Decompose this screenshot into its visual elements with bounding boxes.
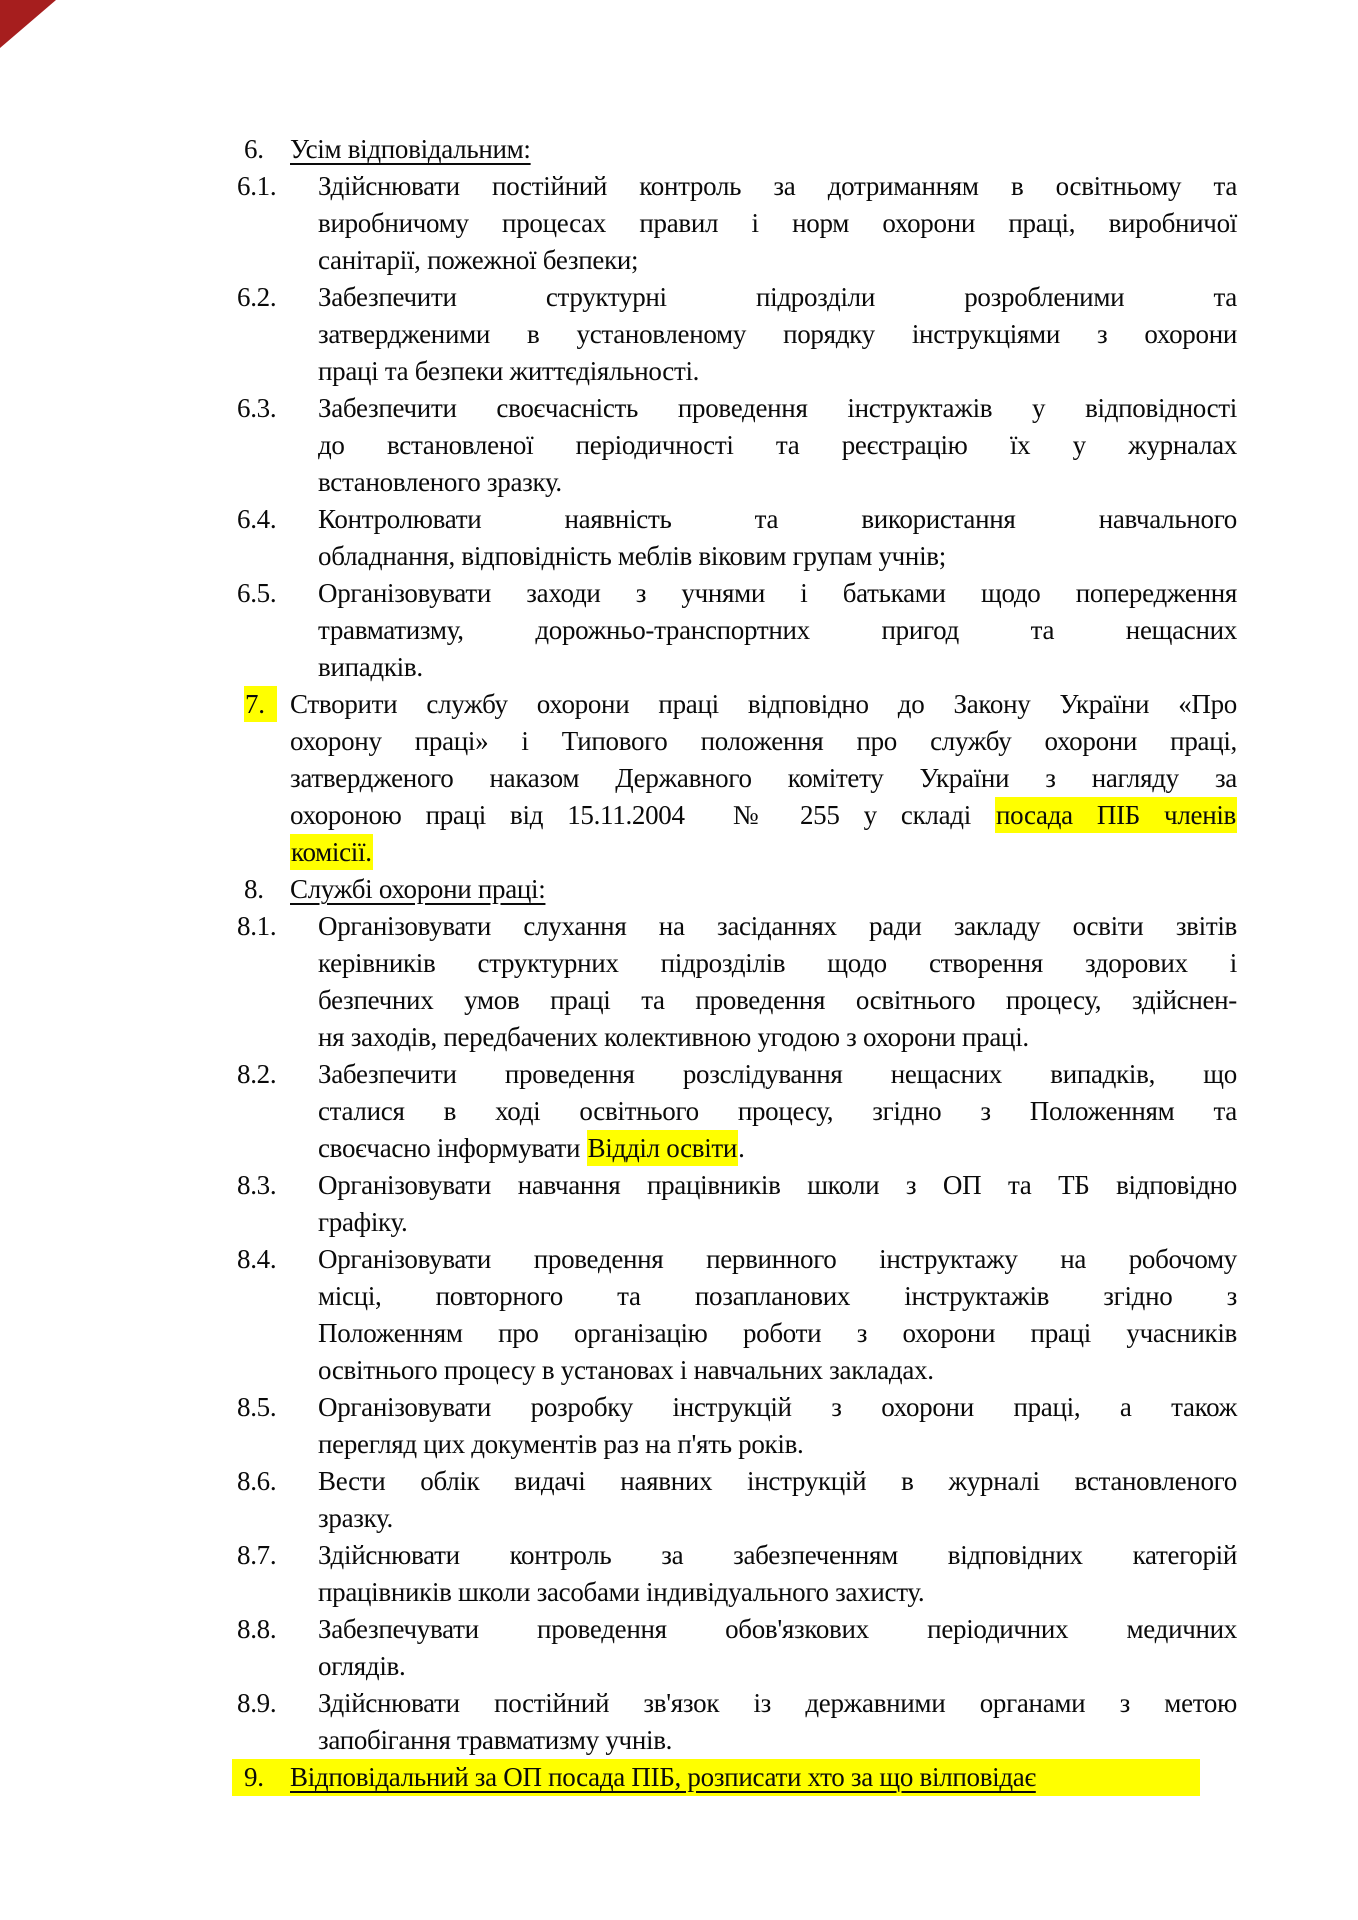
item-number	[232, 279, 318, 316]
item-body	[318, 575, 1237, 686]
highlighted-text: комісії.	[290, 834, 373, 870]
item-number	[232, 1056, 318, 1093]
item-number-text: 8.	[244, 874, 264, 904]
item-number	[232, 871, 290, 908]
list-item-8-6	[232, 1463, 1237, 1537]
item-line	[290, 834, 1237, 871]
item-body	[318, 168, 1237, 279]
text-segment: .	[738, 1133, 745, 1163]
list-item-8	[232, 871, 1237, 908]
item-line	[318, 908, 1237, 945]
text-segment: виробничому процесах правил і норм охорони праці, виробничої	[318, 208, 1237, 238]
item-line	[290, 723, 1237, 760]
text-segment: Забезпечувати проведення обов'язкових періодичних медичних	[318, 1614, 1237, 1644]
item-number	[232, 1611, 318, 1648]
item-number	[232, 501, 318, 538]
item-number	[232, 1167, 318, 1204]
item-body	[290, 1759, 1200, 1796]
item-line	[318, 1463, 1237, 1500]
item-number-text: 6.5.	[237, 578, 277, 608]
list-item-6-4	[232, 501, 1237, 575]
item-body	[290, 131, 1237, 168]
item-body	[318, 1537, 1237, 1611]
item-line	[318, 982, 1237, 1019]
text-segment: Організовувати проведення первинного інструктажу на робочому	[318, 1244, 1237, 1274]
item-body	[318, 1056, 1237, 1167]
item-line	[290, 760, 1237, 797]
text-segment: Здійснювати постійний зв'язок із державними органами з метою	[318, 1688, 1237, 1718]
text-segment: зразку.	[318, 1503, 393, 1533]
item-line	[318, 390, 1237, 427]
item-line	[318, 205, 1237, 242]
text-segment: Організовувати навчання працівників школи з ОП та ТБ відповідно	[318, 1170, 1237, 1200]
item-line	[318, 538, 1237, 575]
list-item-7	[232, 686, 1237, 871]
item-number	[232, 1685, 318, 1722]
text-segment: Створити службу охорони праці відповідно до Закону України «Про	[290, 689, 1237, 719]
item-line	[318, 1574, 1237, 1611]
list-item-8-3	[232, 1167, 1237, 1241]
item-line	[318, 1500, 1237, 1537]
item-line	[318, 1611, 1237, 1648]
text-segment: Забезпечити структурні підрозділи розробленими та	[318, 282, 1237, 312]
underlined-text: Відповідальний за ОП посада ПІБ, розписати хто за що вілповідає	[290, 1762, 1036, 1792]
text-segment: Положенням про організацію роботи з охорони праці учасників	[318, 1318, 1237, 1348]
text-segment: Забезпечити проведення розслідування нещасних випадків, що	[318, 1059, 1237, 1089]
text-segment: Здійснювати контроль за забезпеченням відповідних категорій	[318, 1540, 1237, 1570]
item-line	[318, 501, 1237, 538]
list-item-8-7	[232, 1537, 1237, 1611]
text-segment: працівників школи засобами індивідуального захисту.	[318, 1577, 925, 1607]
item-line	[318, 1648, 1237, 1685]
item-line	[318, 1315, 1237, 1352]
item-number	[232, 1463, 318, 1500]
list-item-8-4	[232, 1241, 1237, 1389]
item-line	[318, 1093, 1237, 1130]
text-segment: Організовувати слухання на засіданнях ради закладу освіти звітів	[318, 911, 1237, 941]
text-segment: оглядів.	[318, 1651, 406, 1681]
underlined-text: Усім відповідальним:	[290, 134, 531, 164]
item-line	[290, 1759, 1200, 1796]
item-number-text: 8.3.	[237, 1170, 277, 1200]
text-segment: перегляд цих документів раз на п'ять років.	[318, 1429, 804, 1459]
item-line	[318, 1352, 1237, 1389]
item-number	[232, 1537, 318, 1574]
text-segment: запобігання травматизму учнів.	[318, 1725, 673, 1755]
list-item-6	[232, 131, 1237, 168]
red-corner-marker	[0, 0, 56, 48]
list-item-6-3	[232, 390, 1237, 501]
highlighted-item-number: 7.	[244, 686, 277, 722]
item-body	[318, 908, 1237, 1056]
text-segment: санітарії, пожежної безпеки;	[318, 245, 639, 275]
item-line	[318, 279, 1237, 316]
item-number-text: 8.2.	[237, 1059, 277, 1089]
text-segment: Забезпечити своєчасність проведення інструктажів у відповідності	[318, 393, 1237, 423]
item-line	[318, 242, 1237, 279]
text-segment: графіку.	[318, 1207, 408, 1237]
item-line	[318, 464, 1237, 501]
item-body	[318, 279, 1237, 390]
item-number-text: 6.4.	[237, 504, 277, 534]
text-segment: освітнього процесу в установах і навчальних закладах.	[318, 1355, 934, 1385]
item-line	[318, 1389, 1237, 1426]
item-line	[290, 131, 1237, 168]
text-segment: ня заходів, передбачених колективною угодою з охорони праці.	[318, 1022, 1029, 1052]
item-number-text: 8.4.	[237, 1244, 277, 1274]
item-body	[318, 1685, 1237, 1759]
item-line	[318, 1685, 1237, 1722]
text-segment: Вести облік видачі наявних інструкцій в журналі встановленого	[318, 1466, 1237, 1496]
text-segment: місці, повторного та позапланових інструктажів згідно з	[318, 1281, 1237, 1311]
text-segment: керівників структурних підрозділів щодо створення здорових і	[318, 948, 1237, 978]
item-number	[232, 686, 290, 723]
item-number	[232, 908, 318, 945]
item-number	[232, 575, 318, 612]
text-segment: затвердженими в установленому порядку інструкціями з охорони	[318, 319, 1237, 349]
underlined-text: Службі охорони праці:	[290, 874, 546, 904]
list-item-8-8	[232, 1611, 1237, 1685]
item-line	[318, 1204, 1237, 1241]
item-body	[290, 871, 1237, 908]
item-number-text: 8.7.	[237, 1540, 277, 1570]
item-line	[318, 945, 1237, 982]
text-segment: охорону праці» і Типового положення про службу охорони праці,	[290, 726, 1237, 756]
item-number	[232, 168, 318, 205]
text-segment: охороною праці від 15.11.2004 № 255 у складі	[290, 800, 995, 830]
item-number-text: 6.3.	[237, 393, 277, 423]
item-number-text: 6.	[244, 134, 264, 164]
item-line	[318, 1722, 1237, 1759]
text-segment: обладнання, відповідність меблів віковим групам учнів;	[318, 541, 946, 571]
item-number-text: 9.	[244, 1762, 264, 1792]
item-body	[318, 1389, 1237, 1463]
item-number-text: 8.6.	[237, 1466, 277, 1496]
text-segment: сталися в ході освітнього процесу, згідно з Положенням та	[318, 1096, 1237, 1126]
text-segment: своєчасно інформувати	[318, 1133, 587, 1163]
text-segment: праці та безпеки життєдіяльності.	[318, 356, 700, 386]
item-number-text: 6.2.	[237, 282, 277, 312]
list-item-8-1	[232, 908, 1237, 1056]
item-number-text: 8.8.	[237, 1614, 277, 1644]
item-line	[318, 612, 1237, 649]
list-item-6-2	[232, 279, 1237, 390]
item-number	[232, 1759, 290, 1796]
text-segment: встановленого зразку.	[318, 467, 562, 497]
item-body	[318, 1463, 1237, 1537]
item-number	[232, 131, 290, 168]
item-body	[318, 501, 1237, 575]
text-segment: Організовувати розробку інструкцій з охорони праці, а також	[318, 1392, 1237, 1422]
item-line	[318, 168, 1237, 205]
text-segment: травматизму, дорожньо-транспортних пригод та нещасних	[318, 615, 1237, 645]
item-line	[318, 1019, 1237, 1056]
item-number-text: 8.5.	[237, 1392, 277, 1422]
item-number-text: 8.9.	[237, 1688, 277, 1718]
item-line	[318, 575, 1237, 612]
item-body	[318, 1241, 1237, 1389]
item-line	[318, 1167, 1237, 1204]
item-line	[318, 1278, 1237, 1315]
item-number	[232, 1389, 318, 1426]
item-line	[318, 1056, 1237, 1093]
item-line	[318, 1130, 1237, 1167]
item-line	[290, 871, 1237, 908]
list-item-6-1	[232, 168, 1237, 279]
item-body	[290, 686, 1237, 871]
item-number-text: 6.1.	[237, 171, 277, 201]
item-body	[318, 1167, 1237, 1241]
text-segment: випадків.	[318, 652, 423, 682]
document-body	[232, 131, 1237, 1796]
item-line	[318, 649, 1237, 686]
list-item-9	[232, 1759, 1200, 1796]
highlighted-text: посада ПІБ членів	[995, 797, 1237, 833]
item-line	[318, 427, 1237, 464]
item-body	[318, 1611, 1237, 1685]
text-segment: затвердженого наказом Державного комітету України з нагляду за	[290, 763, 1237, 793]
text-segment: Здійснювати постійний контроль за дотриманням в освітньому та	[318, 171, 1237, 201]
item-line	[290, 686, 1237, 723]
item-line	[290, 797, 1237, 834]
list-item-8-5	[232, 1389, 1237, 1463]
list-item-8-9	[232, 1685, 1237, 1759]
item-number	[232, 1241, 318, 1278]
text-segment: Контролювати наявність та використання навчального	[318, 504, 1237, 534]
item-number	[232, 390, 318, 427]
item-line	[318, 1241, 1237, 1278]
item-line	[318, 353, 1237, 390]
item-line	[318, 1426, 1237, 1463]
item-body	[318, 390, 1237, 501]
text-segment: безпечних умов праці та проведення освітнього процесу, здійснен-	[318, 985, 1237, 1015]
text-segment: Організовувати заходи з учнями і батьками щодо попередження	[318, 578, 1237, 608]
list-item-6-5	[232, 575, 1237, 686]
item-number-text: 8.1.	[237, 911, 277, 941]
text-segment: до встановленої періодичності та реєстрацію їх у журналах	[318, 430, 1237, 460]
item-line	[318, 316, 1237, 353]
item-line	[318, 1537, 1237, 1574]
highlighted-text: Відділ освіти	[587, 1130, 738, 1166]
list-item-8-2	[232, 1056, 1237, 1167]
